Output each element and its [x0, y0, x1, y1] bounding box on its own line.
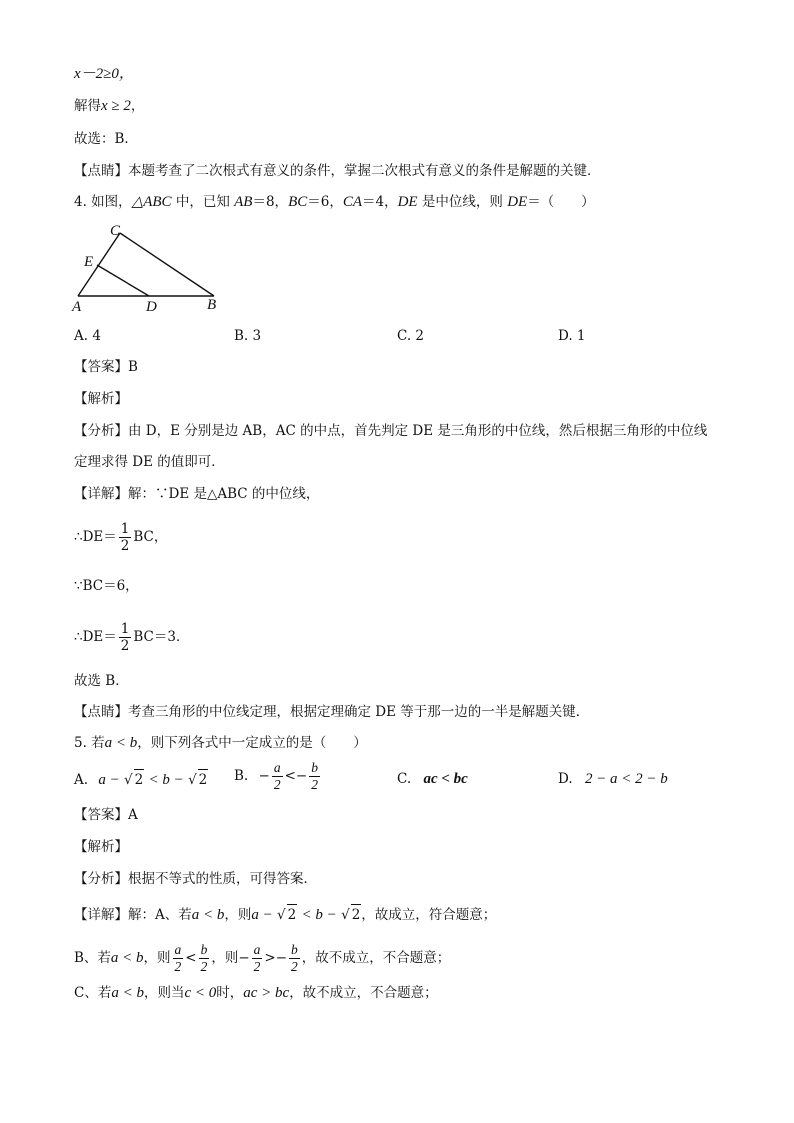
q4-fenxi-2: 定理求得 DE 的值即可．: [74, 454, 225, 470]
q4-detail-text: 解：∵DE 是△ABC 的中位线，: [128, 486, 320, 502]
q4-stem-mid2: 是中位线，则: [417, 194, 508, 210]
q5-detail-c-mid1: ，则当: [143, 985, 185, 1001]
q4-stem: [74, 192, 595, 212]
q4-step3-post: BC＝3．: [133, 629, 190, 645]
choose-line: 故选：B．: [74, 131, 138, 147]
q5-detail-b-mid2: ，则: [211, 950, 239, 966]
q5-stem-pre: 5. 若: [74, 735, 105, 751]
q5-detail-a-post: ，故成立，符合题意；: [361, 907, 497, 923]
point-text: 本题考查了二次根式有意义的条件，掌握二次根式有意义的条件是解题的关键．: [128, 163, 601, 179]
q5-detail-b-mid1: ，则: [143, 950, 171, 966]
q4-stem-end: ＝（ ）: [527, 194, 595, 210]
q4-eq8: ＝8，: [252, 194, 289, 210]
solve-punct: ，: [130, 98, 145, 114]
condition-math: x－2≥0，: [74, 66, 134, 82]
triangle-figure: [66, 218, 236, 318]
q4-answer-value: B: [128, 359, 138, 375]
fraction-half: [119, 621, 132, 654]
q5-detail-a-pre: 解：A、若: [128, 907, 192, 923]
frac-den: 2: [120, 538, 130, 554]
label-b: B: [207, 297, 217, 313]
label-a: A: [72, 299, 82, 315]
q5-option-b-label: B.: [234, 768, 249, 784]
solve-line: [74, 96, 144, 116]
frac-den: 2: [120, 638, 130, 654]
q5-option-a: A. a − √ 2 < b − √ 2: [74, 769, 208, 790]
q5-detail-c: [74, 983, 438, 1003]
q5-detail-b-post: ，故不成立，不合题意；: [301, 950, 451, 966]
q4-fenxi-text-1: 由 D，E 分别是边 AB，AC 的中点，首先判定 DE 是三角形的中位线，然后根据三角形的中位线: [128, 423, 708, 439]
q4-option-b: B. 3: [234, 328, 262, 344]
q5-option-c: [397, 769, 468, 789]
q4-option-a: A. 4: [74, 328, 101, 344]
label-d: D: [146, 299, 157, 315]
q4-de: DE: [397, 194, 418, 210]
q5-stem-post: ，则下列各式中一定成立的是（ ）: [137, 735, 367, 751]
q5-answer: [74, 805, 138, 825]
q5-stem-math: a < b: [104, 735, 138, 751]
q4-bc: BC: [288, 194, 308, 210]
q4-detail-1: [74, 484, 319, 504]
q5-option-b: B. − $\frac{a}{2}$ <− $\frac{b}{2}$: [234, 760, 318, 792]
q5-detail-b-cond: a < b: [110, 950, 144, 966]
label-c: C: [110, 223, 121, 239]
q5-option-d-label: D.: [558, 771, 573, 787]
q5-fenxi: [74, 869, 317, 889]
q4-point-text: 考查三角形的中位线定理，根据定理确定 DE 等于那一边的一半是解题关键．: [128, 704, 590, 720]
condition-line: [74, 64, 134, 84]
q5-detail-tag: 【详解】: [74, 907, 128, 923]
q4-step-3: [74, 621, 189, 654]
point-tag: 【点睛】: [74, 163, 128, 179]
q4-answer-tag: 【答案】: [74, 359, 128, 375]
fraction-half: [119, 521, 132, 554]
q4-choose: 故选 B．: [74, 673, 129, 689]
q4-step-2: ∵BC＝6，: [74, 578, 139, 594]
q5-detail-b-pre: B、若: [74, 950, 111, 966]
q4-analysis-tag: 【解析】: [74, 391, 128, 407]
q5-detail-c-condc: c < 0: [184, 985, 217, 1001]
q5-detail-a-mid: ，则: [224, 907, 252, 923]
q4-step-1: [74, 521, 167, 554]
q4-eq4: ＝4，: [362, 194, 398, 210]
frac-num: 1: [120, 521, 130, 537]
point-line: [74, 161, 601, 181]
q4-triangle: △ABC: [131, 194, 172, 210]
q4-stem-mid1: 中，已知: [171, 194, 235, 210]
midline-de: [97, 265, 149, 296]
q5-analysis-tag: 【解析】: [74, 839, 128, 855]
q4-option-c: C. 2: [397, 328, 425, 344]
q5-fenxi-text: 根据不等式的性质，可得答案．: [128, 871, 317, 887]
q4-eq6: ＝6，: [307, 194, 343, 210]
q5-detail-c-ineq: ac > bc: [243, 985, 290, 1001]
q4-option-d: D. 1: [558, 328, 586, 344]
q4-step1-pre: ∴DE＝: [74, 529, 117, 545]
q5-fenxi-tag: 【分析】: [74, 871, 128, 887]
q5-option-d: [558, 769, 668, 789]
q4-fenxi-1: [74, 421, 707, 441]
q4-ca: CA: [342, 194, 362, 210]
q5-detail-b: B、若a < b，则 $\frac{a}{2}$ < $\frac{b}{2}$ ，则− $\frac{a}{2}$ >− $\frac{b}{2}$ ，故不成立，不合题意；: [74, 942, 451, 974]
q5-option-d-math: 2 − a < 2 − b: [584, 771, 668, 787]
q5-detail-c-post: ，故不成立，不合题意；: [289, 985, 438, 1001]
q4-point: [74, 702, 589, 722]
q4-fenxi-tag: 【分析】: [74, 423, 128, 439]
q5-answer-tag: 【答案】: [74, 807, 128, 823]
q5-detail-c-cond: a < b: [111, 985, 144, 1001]
q5-detail-c-mid2: 时，: [216, 985, 244, 1001]
q5-detail-a: 【详解】解：A、若a < b，则a − √ 2 < b − √ 2，故成立，符合题意；: [74, 904, 496, 925]
q4-detail-tag: 【详解】: [74, 486, 128, 502]
q4-step1-post: BC，: [133, 529, 168, 545]
label-e: E: [84, 254, 94, 270]
solve-math: x ≥ 2: [101, 98, 131, 114]
q4-ab: AB: [234, 194, 253, 210]
q4-stem-pre: 4. 如图，: [74, 194, 132, 210]
q4-step3-pre: ∴DE＝: [74, 629, 117, 645]
q5-detail-a-cond: a < b: [191, 907, 225, 923]
q5-option-c-math: ac < bc: [423, 771, 468, 787]
q5-answer-value: A: [128, 807, 138, 823]
q5-option-a-label: A.: [74, 772, 89, 788]
q5-stem: [74, 733, 367, 753]
q5-option-c-label: C.: [397, 771, 412, 787]
q4-point-tag: 【点睛】: [74, 704, 128, 720]
q4-answer: [74, 357, 138, 377]
q4-de2: DE: [507, 194, 528, 210]
frac-num: 1: [120, 621, 130, 637]
solve-text: 解得: [74, 98, 101, 114]
q5-detail-c-pre: C、若: [74, 985, 112, 1001]
